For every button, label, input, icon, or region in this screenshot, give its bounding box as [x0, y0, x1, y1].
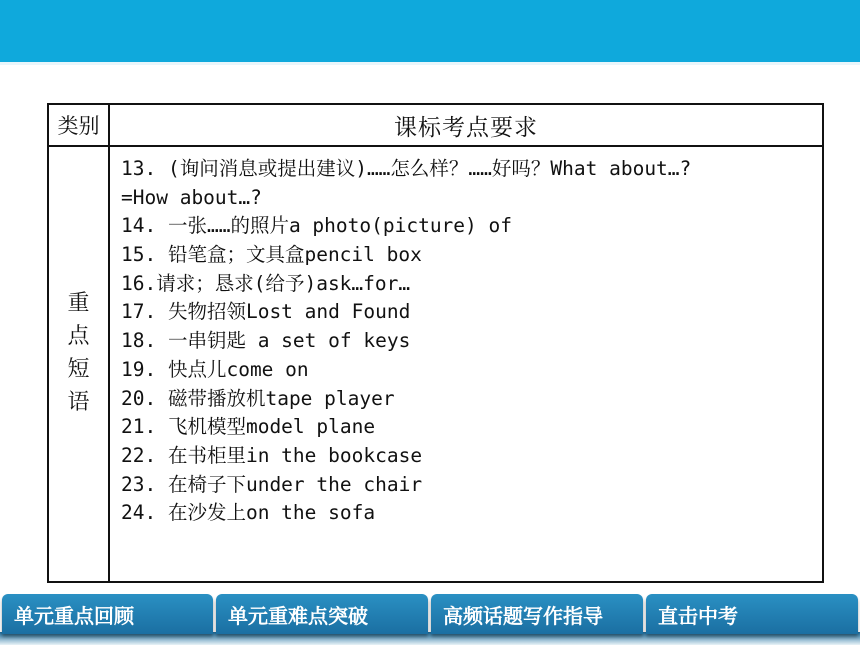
- category-char: 语: [67, 390, 90, 415]
- column-divider: [108, 105, 110, 581]
- phrase-item: =How about…?: [121, 185, 262, 209]
- banner-divider: [0, 62, 860, 65]
- bottom-navigation: [0, 592, 860, 645]
- top-banner: [0, 0, 860, 62]
- unit-difficulties-button[interactable]: 单元重难点突破: [216, 594, 428, 634]
- header-requirement: 课标考点要求: [394, 114, 538, 141]
- category-label: [49, 287, 108, 419]
- phrase-item: 13. (询问消息或提出建议)……怎么样？……好吗？What about…?: [121, 157, 692, 180]
- phrase-item: 17. 失物招领Lost and Found: [121, 300, 411, 324]
- phrase-item: 24. 在沙发上on the sofa: [121, 501, 376, 525]
- unit-key-review-button[interactable]: 单元重点回顾: [2, 594, 213, 634]
- category-char: 短: [67, 357, 90, 382]
- phrase-item: 19. 快点儿come on: [121, 357, 309, 381]
- phrase-list: [121, 155, 841, 528]
- category-char: 重: [67, 291, 90, 316]
- header-category: 类别: [57, 114, 100, 138]
- exam-direct-button[interactable]: 直击中考: [646, 594, 858, 634]
- phrase-item: 16.请求；恳求(给予)ask…for…: [121, 271, 411, 295]
- phrase-item: 22. 在书柜里in the bookcase: [121, 443, 423, 467]
- phrase-item: 20. 磁带播放机tape player: [121, 386, 395, 410]
- phrase-item: 23. 在椅子下under the chair: [121, 472, 423, 496]
- writing-guide-button[interactable]: 高频话题写作指导: [431, 594, 643, 634]
- phrase-item: 21. 飞机模型model plane: [121, 415, 376, 439]
- category-char: 点: [67, 324, 90, 349]
- key-phrases-table: [47, 103, 824, 583]
- phrase-item: 14. 一张……的照片a photo(picture) of: [121, 214, 512, 238]
- phrase-item: 18. 一串钥匙 a set of keys: [121, 329, 411, 353]
- phrase-item: 15. 铅笔盒；文具盒pencil box: [121, 243, 422, 267]
